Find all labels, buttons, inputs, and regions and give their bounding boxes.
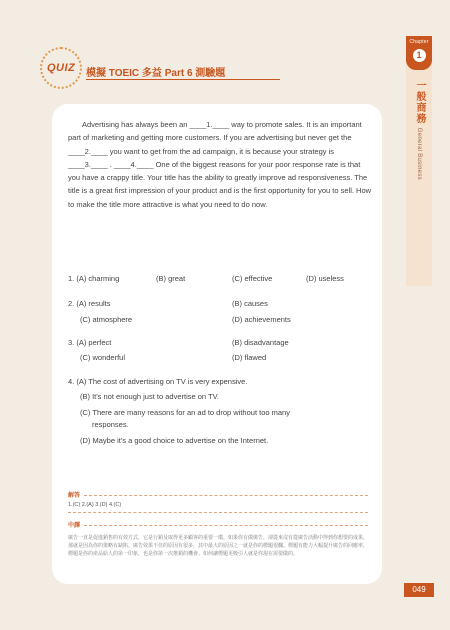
chapter-word: Chapter bbox=[409, 39, 429, 45]
page-title: 模擬 TOEIC 多益 Part 6 測驗題 bbox=[86, 68, 226, 79]
question-3-option-a: 3. (A) perfect bbox=[68, 338, 112, 347]
question-4-option-c: (C) There are many reasons for an ad to drop without too many bbox=[80, 408, 290, 417]
question-1-option-d: (D) useless bbox=[306, 274, 344, 283]
question-4-option-d: (D) Maybe it's a good choice to advertise on the Internet. bbox=[80, 436, 269, 445]
question-4-option-c-continued: responses. bbox=[92, 420, 129, 429]
passage-text: Advertising has always been an ____1.____ way to promote sales. It is an important part of marketing and getting more customers. If you are advertising but never get the ____2.____ you want to get from the ad campaign, it is because your strategy is ____3.____ . ____4.____ One of the biggest reasons for your poor response rate is that you have a crappy title. Your title has the ability to greatly improve ad responsiveness. The title is a great first impression of your product and is the first opportunity for you to sell. How to make the title more attractive is what you need to do now. bbox=[68, 120, 372, 209]
question-3-option-d: (D) flawed bbox=[232, 353, 267, 362]
question-1-option-c: (C) effective bbox=[232, 274, 273, 283]
chapter-title bbox=[412, 80, 427, 180]
answer-divider bbox=[84, 495, 368, 496]
quiz-label: QUIZ bbox=[47, 62, 76, 74]
chapter-badge bbox=[406, 36, 432, 70]
question-3-option-c: (C) wonderful bbox=[80, 353, 126, 362]
question-2-option-d: (D) achievements bbox=[232, 315, 291, 324]
answer-label: 解答 bbox=[68, 493, 81, 499]
page-number: 049 bbox=[404, 583, 434, 597]
translation-label: 中譯 bbox=[68, 523, 81, 529]
chapter-number: 1 bbox=[413, 49, 426, 62]
answer-bottom-divider bbox=[68, 512, 368, 513]
question-2-option-b: (B) causes bbox=[232, 299, 268, 308]
question-1-option-b: (B) great bbox=[156, 274, 186, 283]
question-1-option-a: 1. (A) charming bbox=[68, 274, 120, 283]
chapter-title-zh: 一般商務 bbox=[414, 80, 425, 124]
question-3-option-b: (B) disadvantage bbox=[232, 338, 289, 347]
question-4-option-a: 4. (A) The cost of advertising on TV is very expensive. bbox=[68, 377, 248, 386]
question-2-option-a: 2. (A) results bbox=[68, 299, 111, 308]
question-2-option-c: (C) atmosphere bbox=[80, 315, 133, 324]
title-underline bbox=[86, 79, 280, 80]
chapter-title-en: General Business bbox=[416, 127, 422, 180]
translation-text: 廣告一直是促進銷售的有效方式，它是行銷及取得更多顧客的重要一環。如果你有做廣告，卻從來沒有從廣告活動中得到你想要的成果，那就是因為你的策略有缺陷。廣告效果不佳的原因有很多，其中最大的原因之一就是你的標題很爛。標題有能力大幅提升廣告的回應率，標題是你的產品給人的第一印象，也是你第一次推銷的機會。如何讓標題更吸引人就是你現在需要做的。 bbox=[68, 535, 369, 558]
question-4-option-b: (B) It's not enough just to advertise on TV. bbox=[80, 392, 220, 401]
answer-text: 1.(C) 2.(A) 3.(D) 4.(C) bbox=[68, 502, 122, 508]
translation-divider bbox=[84, 525, 368, 526]
